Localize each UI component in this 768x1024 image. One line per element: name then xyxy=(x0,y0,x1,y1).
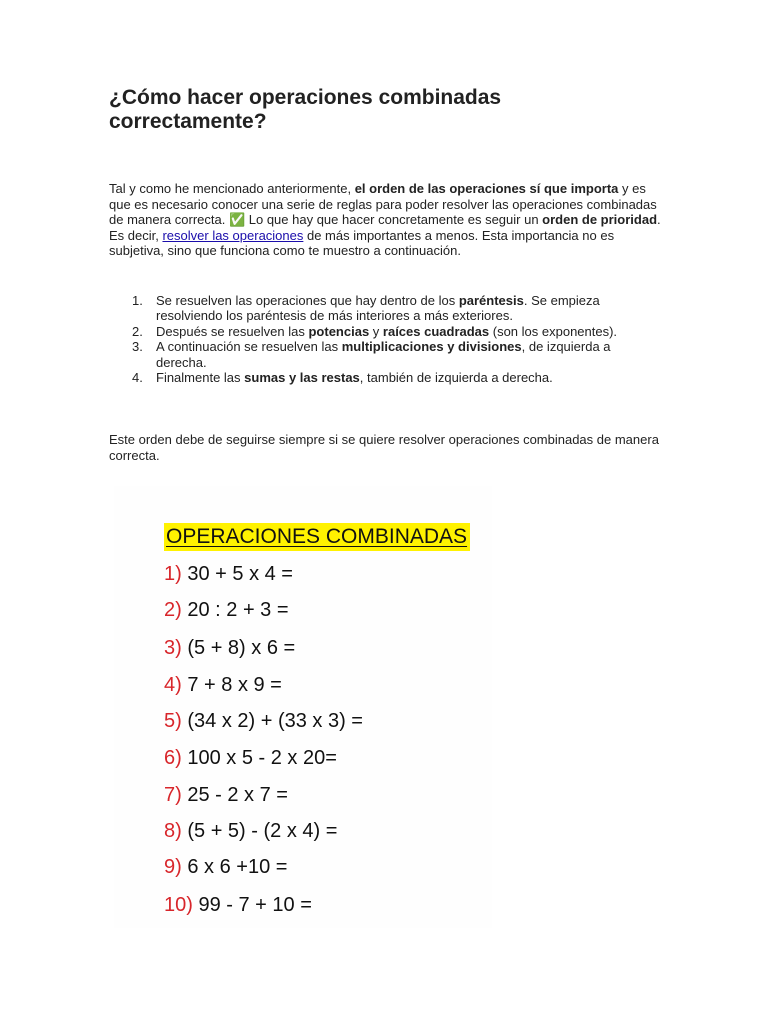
exercise-number: 3) xyxy=(164,637,182,659)
page-title: ¿Cómo hacer operaciones combinadas correctamente? xyxy=(109,86,502,133)
exercise-image xyxy=(114,486,492,928)
priority-steps-list xyxy=(132,293,652,385)
step-bold: sumas y las restas xyxy=(244,370,360,386)
exercise-expression: 6 x 6 +10 = xyxy=(181,856,288,878)
step-text: A continuación se resuelven las xyxy=(156,339,342,355)
exercise-number: 5) xyxy=(164,710,182,732)
step-number: 4. xyxy=(132,370,143,386)
resolver-operaciones-link[interactable]: resolver las operaciones xyxy=(162,227,304,243)
intro-text: de más importantes a menos. Esta importancia no es subjetiva, sino que funciona como te muestro a continuación. xyxy=(109,227,615,259)
closing-paragraph: Este orden debe de seguirse siempre si se quiere resolver operaciones combinadas de manera correcta. xyxy=(109,432,659,463)
step-text: Finalmente las xyxy=(156,370,245,386)
exercise-expression: (5 + 8) x 6 = xyxy=(181,637,296,659)
exercise-expression: 20 : 2 + 3 = xyxy=(181,599,289,621)
step-number: 2. xyxy=(132,323,143,339)
exercise-item xyxy=(164,745,337,771)
step-bold: multiplicaciones y divisiones xyxy=(341,339,522,355)
exercise-expression: (5 + 5) - (2 x 4) = xyxy=(181,820,338,842)
intro-text: y es que es necesario conocer una serie de reglas para poder resolver las operaciones combinadas de manera correcta. ✅ Lo que hay que hacer concretamente es seguir un xyxy=(109,181,657,228)
intro-text: Tal y como he mencionado anteriormente, xyxy=(109,181,355,196)
step-text: , también de izquierda a derecha. xyxy=(359,370,553,386)
step-bold: raíces cuadradas xyxy=(382,323,490,339)
exercise-item xyxy=(164,597,289,623)
exercise-item xyxy=(164,708,363,734)
exercise-number: 4) xyxy=(164,674,182,696)
exercise-item xyxy=(164,854,287,880)
step-text: Después se resuelven las xyxy=(156,323,309,339)
exercise-expression: (34 x 2) + (33 x 3) = xyxy=(181,710,363,732)
exercise-number: 6) xyxy=(164,747,182,769)
list-item xyxy=(132,324,652,339)
step-text: (son los exponentes). xyxy=(489,323,618,339)
exercise-item xyxy=(164,892,312,918)
intro-bold-order: el orden de las operaciones sí que importa xyxy=(354,181,619,196)
exercise-expression: 30 + 5 x 4 = xyxy=(181,563,293,585)
exercise-number: 7) xyxy=(164,784,182,806)
intro-bold-priority: orden de prioridad xyxy=(542,212,658,228)
exercise-expression: 25 - 2 x 7 = xyxy=(181,784,288,806)
exercise-number: 1) xyxy=(164,563,182,585)
intro-text: . Es decir, xyxy=(109,212,661,243)
exercise-item xyxy=(164,561,293,587)
step-text: . Se empieza resolviendo los paréntesis de más interiores a más exteriores. xyxy=(156,293,600,324)
exercise-number: 9) xyxy=(164,856,182,878)
step-bold: potencias xyxy=(308,323,370,339)
exercise-item xyxy=(164,782,288,808)
step-bold: paréntesis xyxy=(458,293,524,308)
step-number: 1. xyxy=(132,293,143,308)
step-text: y xyxy=(369,323,383,339)
exercise-expression: 7 + 8 x 9 = xyxy=(181,674,282,696)
exercise-number: 2) xyxy=(164,599,182,621)
step-text: Se resuelven las operaciones que hay dentro de los xyxy=(156,293,459,308)
exercise-heading: OPERACIONES COMBINADAS xyxy=(164,523,470,551)
exercise-item xyxy=(164,635,295,661)
list-item xyxy=(132,370,652,385)
list-item xyxy=(132,293,652,324)
step-text: , de izquierda a derecha. xyxy=(156,339,611,370)
exercise-item xyxy=(164,818,337,844)
exercise-expression: 99 - 7 + 10 = xyxy=(192,894,312,916)
intro-paragraph xyxy=(109,181,661,259)
list-item xyxy=(132,339,652,370)
exercise-expression: 100 x 5 - 2 x 20= xyxy=(181,747,337,769)
exercise-number: 8) xyxy=(164,820,182,842)
exercise-number: 10) xyxy=(164,894,193,916)
step-number: 3. xyxy=(132,339,143,355)
exercise-item xyxy=(164,672,282,698)
